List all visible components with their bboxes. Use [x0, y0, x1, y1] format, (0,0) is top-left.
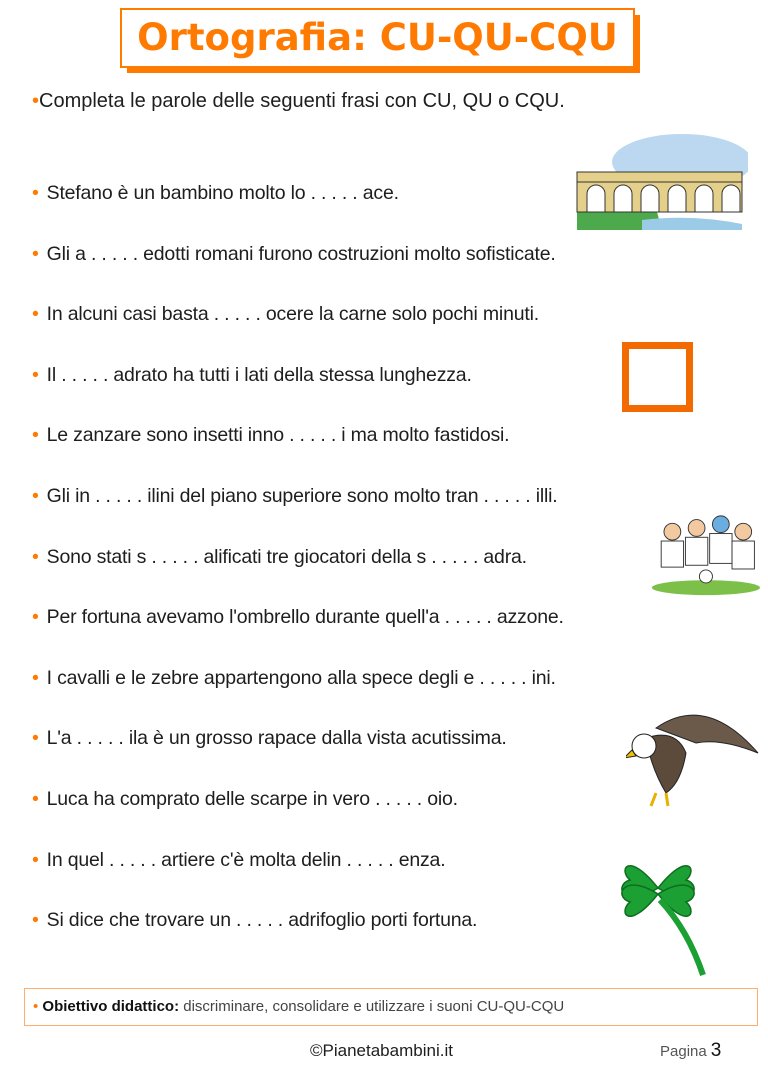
goal-label: Obiettivo didattico:	[42, 998, 180, 1015]
bullet-icon: •	[32, 909, 39, 932]
exercise-sentence	[32, 181, 399, 205]
aqueduct-illustration	[572, 132, 748, 230]
sentence-text: Per fortuna avevamo l'ombrello durante quell'a . . . . . azzone.	[46, 606, 564, 629]
learning-objective-box	[24, 988, 758, 1026]
bullet-icon: •	[32, 90, 40, 112]
sentence-text: L'a . . . . . ila è un grosso rapace dalla vista acutissima.	[46, 727, 507, 750]
exercise-sentence	[32, 242, 556, 266]
exercise-sentence	[32, 726, 507, 750]
sentence-text: In alcuni casi basta . . . . . ocere la carne solo pochi minuti.	[46, 303, 539, 326]
sentence-text: Il . . . . . adrato ha tutti i lati della stessa lunghezza.	[46, 363, 472, 386]
exercise-sentence	[32, 908, 477, 932]
sentence-text: Stefano è un bambino molto lo . . . . . ace.	[46, 182, 399, 204]
exercise-sentence	[32, 605, 564, 629]
sentence-text: Gli in . . . . . ilini del piano superiore sono molto tran . . . . . illi.	[46, 485, 558, 507]
bullet-icon: •	[32, 485, 39, 507]
site-credit: ©Pianetabambini.it	[310, 1041, 453, 1060]
bullet-icon: •	[32, 303, 39, 326]
goal-text: discriminare, consolidare e utilizzare i suoni CU-QU-CQU	[179, 998, 565, 1015]
page-title: Ortografia: CU-QU-CQU	[120, 8, 635, 68]
bullet-icon: •	[32, 788, 39, 810]
sentence-text: Le zanzare sono insetti inno . . . . . i ma molto fastidosi.	[46, 424, 510, 447]
bullet-icon: •	[32, 182, 39, 204]
sentence-text: Si dice che trovare un . . . . . adrifoglio porti fortuna.	[46, 909, 478, 932]
bullet-icon: •	[32, 848, 39, 871]
page-indicator	[660, 1040, 721, 1063]
bullet-icon: •	[32, 363, 39, 386]
exercise-sentence	[32, 484, 557, 508]
exercise-sentence	[32, 787, 458, 811]
football-team-illustration	[650, 512, 760, 598]
sentence-text: In quel . . . . . artiere c'è molta delin . . . . . enza.	[46, 848, 446, 871]
bullet-icon: •	[32, 666, 39, 689]
four-leaf-clover-illustration	[608, 840, 708, 978]
bullet-icon: •	[32, 424, 39, 447]
bullet-icon: •	[32, 727, 39, 750]
sentence-text: Luca ha comprato delle scarpe in vero . . . . . oio.	[46, 788, 458, 810]
exercise-sentence	[32, 302, 539, 326]
bullet-icon: •	[33, 998, 43, 1015]
sentence-text: Gli a . . . . . edotti romani furono costruzioni molto sofisticate.	[46, 242, 556, 265]
eagle-illustration	[626, 698, 760, 810]
exercise-sentence	[32, 363, 472, 387]
sentence-text: Sono stati s . . . . . alificati tre giocatori della s . . . . . adra.	[46, 545, 527, 568]
sentence-text: I cavalli e le zebre appartengono alla spece degli e . . . . . ini.	[46, 666, 556, 689]
instruction-text: Completa le parole delle seguenti frasi con CU, QU o CQU.	[39, 90, 565, 112]
square-shape-illustration	[622, 342, 693, 412]
bullet-icon: •	[32, 242, 39, 265]
instruction	[32, 89, 565, 113]
bullet-icon: •	[32, 545, 39, 568]
bullet-icon: •	[32, 606, 39, 629]
exercise-sentence	[32, 423, 509, 447]
exercise-sentence	[32, 545, 527, 569]
page-label: Pagina	[660, 1043, 707, 1060]
exercise-sentence	[32, 666, 556, 690]
page-number: 3	[710, 1040, 722, 1061]
exercise-sentence	[32, 848, 445, 872]
